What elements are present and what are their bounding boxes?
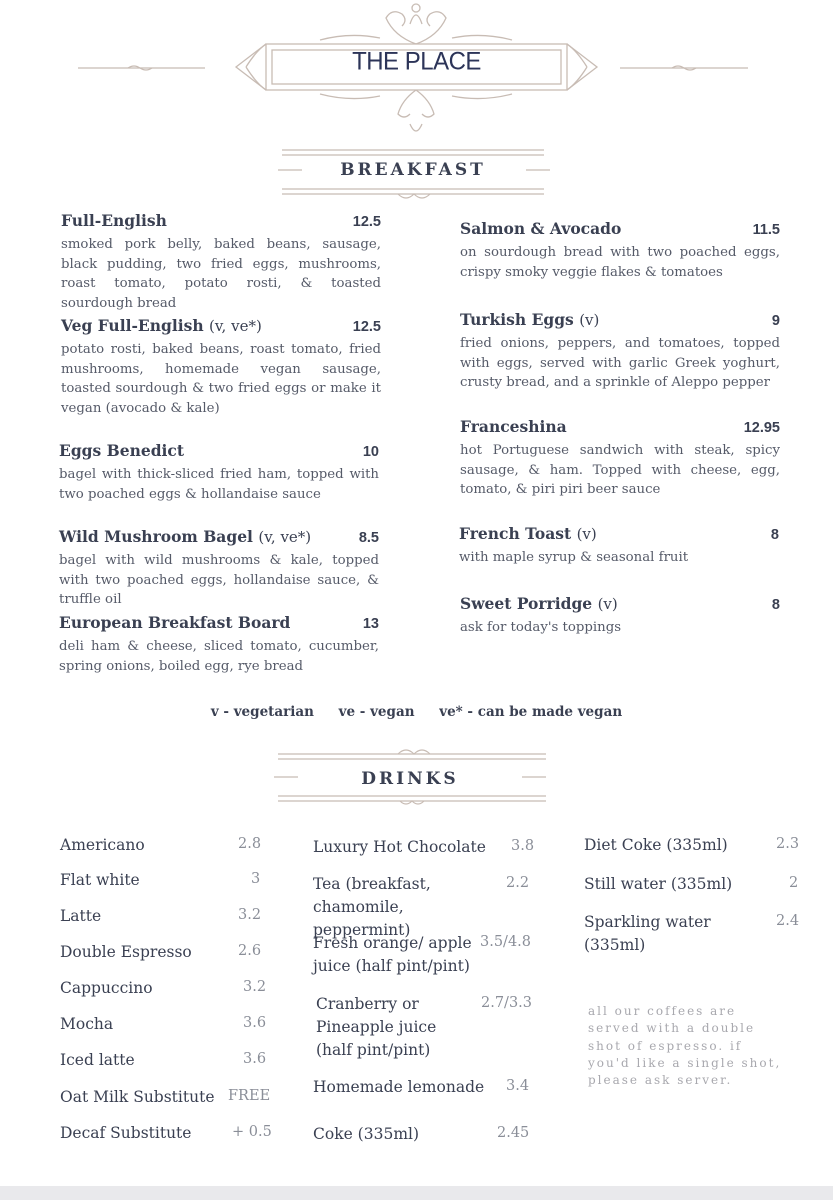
item-name: Wild Mushroom Bagel: [59, 527, 253, 546]
drink-name: Fresh orange/ apple juice (half pint/pint): [313, 934, 472, 975]
item-name: Salmon & Avocado: [460, 219, 622, 238]
drink-price: 2.45: [497, 1125, 530, 1141]
drink-name: Cappuccino: [60, 979, 153, 997]
drink-name: Sparkling water (335ml): [584, 913, 711, 954]
menu-item-franceshina: [460, 417, 780, 500]
item-price: 12.5: [352, 319, 381, 335]
drink-name: Mocha: [60, 1015, 114, 1033]
drinks-title: DRINKS: [361, 769, 459, 789]
drink-price: 3.5/4.8: [480, 934, 532, 950]
item-description: with maple syrup & seasonal fruit: [459, 550, 689, 565]
drink-price: 3.8: [511, 838, 535, 854]
drink-price: 3: [251, 871, 261, 887]
menu-item-veg-full-english: [61, 316, 381, 418]
drink-name: Iced latte: [60, 1051, 135, 1069]
drink-name: Latte: [60, 907, 102, 925]
item-description: potato rosti, baked beans, roast tomato, fried mushrooms, homemade vegan sausage, toasted sourdough & two fried eggs or make it vegan (avocado & kale): [61, 342, 381, 416]
item-description: bagel with wild mushrooms & kale, topped with two poached eggs, hollandaise sauce, & truffle oil: [59, 553, 379, 607]
item-description: fried onions, peppers, and tomatoes, topped with eggs, served with garlic Greek yoghurt, crusty bread, and a sprinkle of Aleppo pepper: [460, 336, 780, 390]
legend-can-be-vegan: ve* - can be made vegan: [439, 704, 623, 720]
logo-text: THE PLACE: [352, 47, 481, 76]
item-description: hot Portuguese sandwich with steak, spicy sausage, & ham. Topped with cheese, egg, tomato, & piri piri beer sauce: [460, 443, 780, 497]
breakfast-title: BREAKFAST: [340, 160, 486, 180]
item-name: Turkish Eggs: [460, 310, 574, 329]
item-price: 8.5: [358, 530, 379, 546]
item-description: smoked pork belly, baked beans, sausage, black pudding, two fried eggs, mushrooms, roast tomato, potato rosti, & toasted sourdough bread: [61, 237, 381, 311]
item-price: 12.5: [352, 214, 381, 230]
drink-price: 2.6: [238, 943, 262, 959]
drink-price: 2: [789, 875, 799, 891]
drink-name: Decaf Substitute: [60, 1124, 192, 1142]
drink-name: Flat white: [60, 871, 140, 889]
menu-item-salmon-avocado: [460, 219, 780, 282]
item-name: Veg Full-English: [61, 316, 204, 335]
legend-vegetarian: v - vegetarian: [210, 704, 314, 720]
drink-name: Cranberry or Pineapple juice (half pint/pint): [316, 995, 437, 1059]
item-dietary-tag: (v, ve*): [258, 528, 312, 546]
item-price: 9: [771, 313, 780, 329]
item-name: Franceshina: [460, 417, 567, 436]
item-price: 8: [771, 597, 780, 613]
item-description: deli ham & cheese, sliced tomato, cucumber, spring onions, boiled egg, rye bread: [59, 639, 379, 674]
legend-vegan: ve - vegan: [338, 704, 415, 720]
drink-price: 2.8: [238, 836, 262, 852]
item-price: 11.5: [752, 222, 780, 238]
bottom-bar: [0, 1186, 833, 1200]
drink-name: Tea (breakfast, chamomile, peppermint): [313, 875, 431, 939]
item-dietary-tag: (v): [576, 525, 597, 543]
drink-name: Double Espresso: [60, 943, 192, 961]
drink-price: 2.3: [776, 836, 800, 852]
drink-price: 3.2: [238, 907, 262, 923]
drink-name: Still water (335ml): [584, 875, 733, 893]
item-price: 10: [362, 444, 379, 460]
item-description: ask for today's toppings: [460, 620, 622, 635]
drink-name: Americano: [60, 836, 145, 854]
item-price: 13: [362, 616, 379, 632]
drink-name: Homemade lemonade: [313, 1078, 485, 1096]
item-description: on sourdough bread with two poached eggs, crispy smoky veggie flakes & tomatoes: [460, 245, 780, 280]
drink-name: Oat Milk Substitute: [60, 1088, 215, 1106]
dietary-legend: [0, 704, 833, 720]
menu-item-eggs-benedict: [59, 441, 379, 504]
item-name: Eggs Benedict: [59, 441, 185, 460]
item-dietary-tag: (v): [579, 311, 600, 329]
coffee-note: all our coffees are served with a double shot of espresso. if you'd like a single shot, please ask server.: [588, 1004, 782, 1088]
item-name: Sweet Porridge: [460, 594, 593, 613]
drink-name: Diet Coke (335ml): [584, 836, 728, 854]
menu-item-full-english: [61, 211, 381, 313]
item-description: bagel with thick-sliced fried ham, topped with two poached eggs & hollandaise sauce: [59, 467, 379, 502]
menu-item-french-toast: [459, 524, 779, 568]
item-price: 8: [770, 527, 779, 543]
drink-price: 3.4: [506, 1078, 530, 1094]
drink-price: 2.4: [776, 913, 800, 929]
item-name: French Toast: [459, 524, 572, 543]
menu-item-european-breakfast-board: [59, 613, 379, 676]
drink-price: FREE: [228, 1088, 271, 1104]
drink-price: 3.2: [243, 979, 267, 995]
menu-item-turkish-eggs: [460, 310, 780, 393]
drink-price: + 0.5: [232, 1124, 272, 1140]
drink-name: Coke (335ml): [313, 1125, 420, 1143]
drink-price: 3.6: [243, 1051, 267, 1067]
logo-frame-ornament: [0, 0, 833, 160]
drink-name: Luxury Hot Chocolate: [313, 838, 486, 856]
item-name: European Breakfast Board: [59, 613, 291, 632]
menu-item-wild-mushroom-bagel: [59, 527, 379, 610]
drink-price: 2.7/3.3: [481, 995, 533, 1011]
menu-item-sweet-porridge: [460, 594, 780, 638]
item-name: Full-English: [61, 211, 167, 230]
drink-price: 2.2: [506, 875, 530, 891]
drink-price: 3.6: [243, 1015, 267, 1031]
item-dietary-tag: (v): [597, 595, 618, 613]
item-dietary-tag: (v, ve*): [209, 317, 262, 335]
item-price: 12.95: [743, 420, 780, 436]
